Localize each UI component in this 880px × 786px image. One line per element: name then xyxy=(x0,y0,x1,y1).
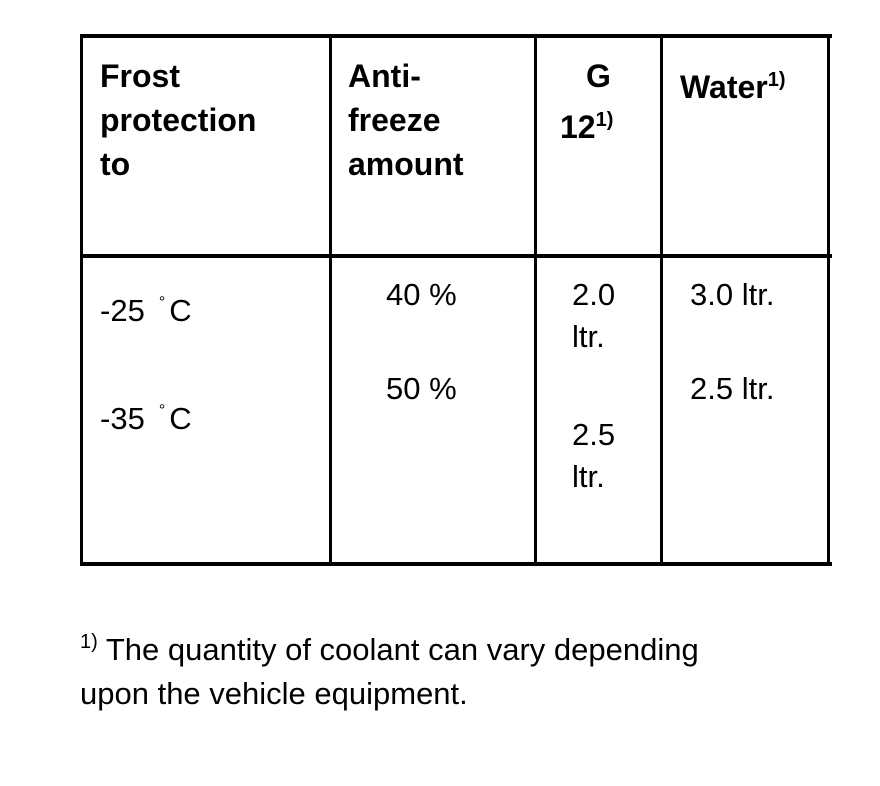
footnote-text: upon the vehicle equipment. xyxy=(80,676,468,711)
degree-symbol: ° xyxy=(158,294,166,311)
header-text: protection xyxy=(100,102,257,138)
header-text: G xyxy=(586,58,611,94)
header-divider xyxy=(80,254,832,258)
footnote-marker: 1) xyxy=(595,109,614,131)
temperature-unit: C xyxy=(169,293,192,328)
temperature-value: -25 xyxy=(100,293,145,328)
header-antifreeze-amount xyxy=(348,54,464,186)
g12-amount: 2.5 xyxy=(572,417,616,452)
header-text: Frost xyxy=(100,58,180,94)
column-divider-1 xyxy=(329,38,332,562)
table-row-temp xyxy=(100,390,192,440)
header-text: Water xyxy=(680,69,768,105)
temperature-value: -35 xyxy=(100,401,145,436)
header-text: amount xyxy=(348,146,464,182)
header-g12 xyxy=(560,54,613,149)
table-row-temp xyxy=(100,282,192,332)
header-text: to xyxy=(100,146,131,182)
degree-symbol: ° xyxy=(158,402,166,419)
water-value: 2.5 ltr. xyxy=(690,371,775,406)
g12-unit: ltr. xyxy=(572,319,605,354)
header-text xyxy=(560,98,613,149)
footnote xyxy=(80,620,840,716)
table-border-right xyxy=(827,38,830,562)
water-value: 3.0 ltr. xyxy=(690,277,775,312)
header-text: 12 xyxy=(560,109,596,145)
temperature-unit: C xyxy=(169,401,192,436)
footnote-text: The quantity of coolant can vary depending xyxy=(105,632,699,667)
g12-amount: 2.0 xyxy=(572,277,616,312)
header-frost-protection xyxy=(100,54,256,186)
column-divider-2 xyxy=(534,38,537,562)
footnote-marker: 1) xyxy=(80,631,98,653)
footnote-line xyxy=(80,620,840,672)
table-border-left xyxy=(80,38,83,562)
antifreeze-value: 50 % xyxy=(386,371,457,406)
footnote-marker: 1) xyxy=(767,69,786,91)
coolant-table xyxy=(80,34,832,566)
header-text: Anti- xyxy=(348,58,421,94)
g12-value xyxy=(572,414,615,498)
header-water xyxy=(680,58,786,109)
header-text: freeze xyxy=(348,102,441,138)
g12-unit: ltr. xyxy=(572,459,605,494)
antifreeze-value: 40 % xyxy=(386,277,457,312)
column-divider-3 xyxy=(660,38,663,562)
g12-value xyxy=(572,274,615,358)
